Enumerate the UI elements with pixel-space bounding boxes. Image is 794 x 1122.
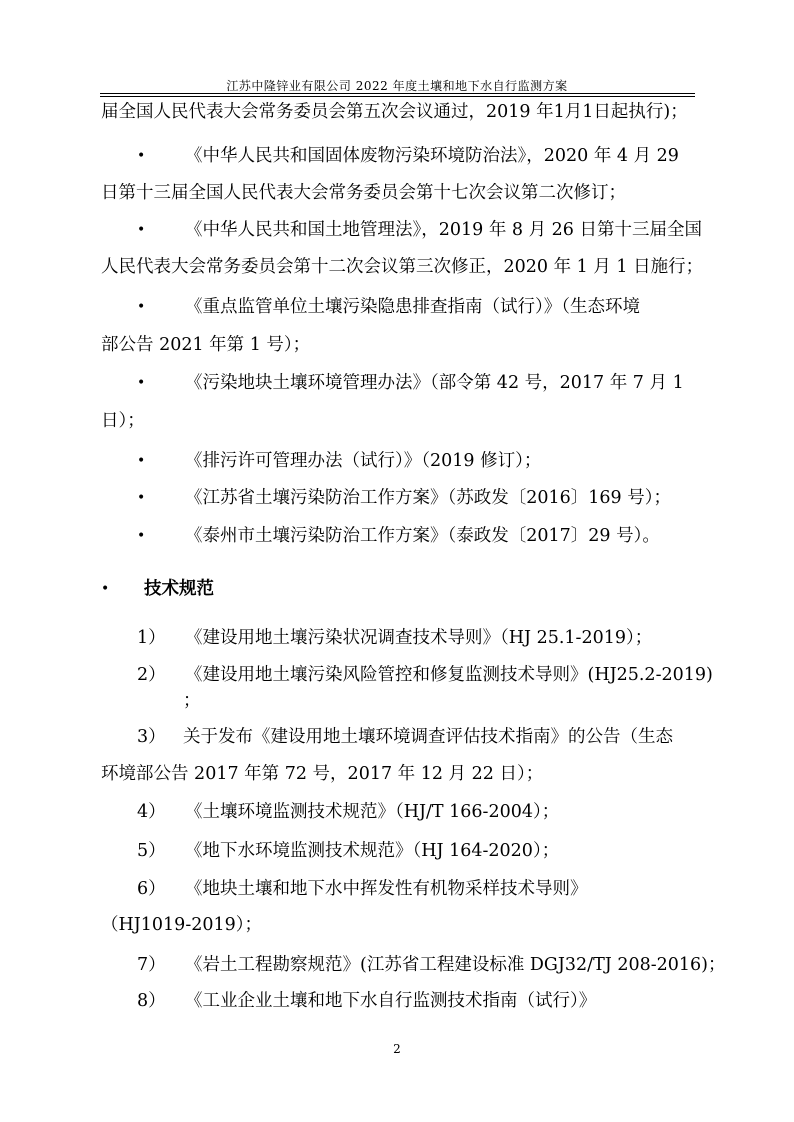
- page-header-title: 江苏中隆锌业有限公司 2022 年度土壤和地下水自行监测方案: [226, 79, 568, 93]
- list-item-text: ；: [183, 691, 201, 711]
- body-text-line: 部公告 2021 年第 1 号）；: [101, 335, 311, 355]
- list-item-text: （HJ1019-2019）；: [101, 915, 263, 935]
- section-heading: 技术规范: [144, 579, 214, 599]
- list-item-text: 环境部公告 2017 年第 72 号，2017 年 12 月 22 日）；: [101, 764, 544, 784]
- body-text-line: 届全国人民代表大会常务委员会第五次会议通过，2019 年1月1日起执行)；: [101, 102, 688, 122]
- list-item-text: 《地块土壤和地下水中挥发性有机物采样技术导则》: [185, 879, 588, 899]
- list-number: 3）: [137, 727, 166, 747]
- body-text-line: 《江苏省土壤污染防治工作方案》（苏政发〔2016〕169 号）；: [185, 488, 671, 508]
- body-text-line: 《中华人民共和国土地管理法》，2019 年 8 月 26 日第十三届全国: [185, 220, 703, 240]
- page-number: 2: [393, 1042, 401, 1056]
- list-item-text: 《地下水环境监测技术规范》（HJ 164-2020）；: [185, 841, 560, 861]
- bullet-icon: •: [137, 453, 146, 469]
- list-item-text: 《工业企业土壤和地下水自行监测技术指南（试行）》: [185, 991, 597, 1011]
- list-number: 1）: [137, 628, 166, 648]
- list-number: 6）: [137, 879, 166, 899]
- list-number: 5）: [137, 841, 166, 861]
- bullet-icon: •: [137, 222, 146, 238]
- list-item-text: 《岩土工程勘察规范》(江苏省工程建设标准 DGJ32/TJ 208-2016)；: [185, 955, 726, 975]
- bullet-icon: •: [137, 148, 146, 164]
- list-item-text: 关于发布《建设用地土壤环境调查评估技术指南》的公告（生态: [183, 727, 673, 747]
- list-number: 4）: [137, 802, 166, 822]
- header-rule-thick: [100, 93, 695, 94]
- bullet-icon: •: [137, 375, 146, 391]
- list-item-text: 《土壤环境监测技术规范》（HJ/T 166-2004）；: [185, 802, 560, 822]
- body-text-line: 《重点监管单位土壤污染隐患排查指南（试行）》（生态环境: [185, 297, 640, 317]
- body-text-line: 《中华人民共和国固体废物污染环境防治法》，2020 年 4 月 29: [185, 146, 679, 166]
- body-text-line: 人民代表大会常务委员会第十二次会议第三次修正，2020 年 1 月 1 日施行；: [101, 257, 704, 277]
- header-rule-thin: [100, 96, 695, 97]
- bullet-icon: •: [137, 490, 146, 506]
- list-number: 2）: [137, 665, 166, 685]
- body-text-line: 日）；: [101, 411, 145, 431]
- bullet-icon: •: [137, 299, 146, 315]
- body-text-line: 《泰州市土壤污染防治工作方案》（泰政发〔2017〕29 号）。: [185, 526, 660, 546]
- list-item-text: 《建设用地土壤污染状况调查技术导则》（HJ 25.1-2019）；: [185, 628, 653, 648]
- bullet-icon: •: [137, 528, 146, 544]
- body-text-line: 日第十三届全国人民代表大会常务委员会第十七次会议第二次修订；: [101, 183, 626, 203]
- list-item-text: 《建设用地土壤污染风险管控和修复监测技术导则》(HJ25.2-2019): [185, 665, 713, 685]
- list-number: 8）: [137, 991, 166, 1011]
- body-text-line: 《排污许可管理办法（试行）》（2019 修订）；: [185, 451, 542, 471]
- list-number: 7）: [137, 955, 166, 975]
- bullet-icon: •: [101, 581, 110, 597]
- body-text-line: 《污染地块土壤环境管理办法》（部令第 42 号，2017 年 7 月 1: [185, 373, 684, 393]
